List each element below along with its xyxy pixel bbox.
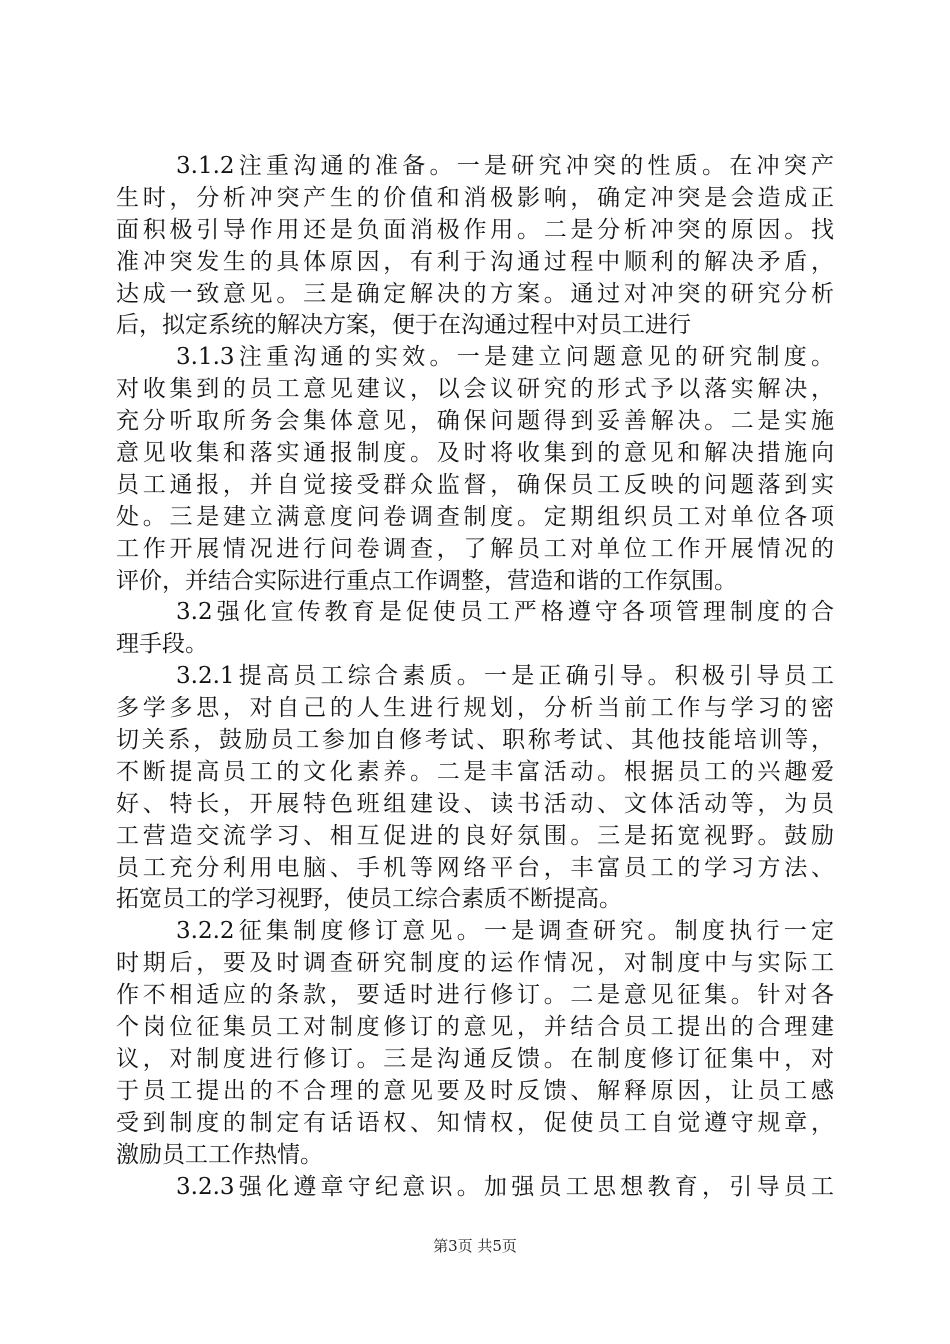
text-line: 员工充分利用电脑、手机等网络平台，丰富员工的学习方法、 xyxy=(116,854,834,881)
text-line: 充分听取所务会集体意见，确保问题得到妥善解决。二是实施 xyxy=(116,408,834,435)
text-line: 员工通报，并自觉接受群众监督，确保员工反映的问题落到实 xyxy=(116,471,834,498)
text-line: 面积极引导作用还是负面消极作用。二是分析冲突的原因。找 xyxy=(116,216,834,243)
paragraph-3-2 xyxy=(116,597,834,661)
text-line: 3.2强化宣传教育是促使员工严格遵守各项管理制度的合 xyxy=(176,599,834,626)
text-line: 激励员工工作热情。 xyxy=(116,1141,323,1168)
text-line: 多学多思，对自己的人生进行规划，分析当前工作与学习的密 xyxy=(116,695,834,722)
text-line: 理手段。 xyxy=(116,631,208,658)
text-line: 3.2.2征集制度修订意见。一是调查研究。制度执行一定 xyxy=(176,918,834,945)
text-line: 好、特长，开展特色班组建设、读书活动、文体活动等，为员 xyxy=(116,790,834,817)
text-line: 达成一致意见。三是确定解决的方案。通过对冲突的研究分析 xyxy=(116,280,834,307)
text-line: 时期后，要及时调查研究制度的运作情况，对制度中与实际工 xyxy=(116,950,834,977)
text-line: 后，拟定系统的解决方案，便于在沟通过程中对员工进行 xyxy=(116,312,691,339)
text-line: 个岗位征集员工对制度修订的意见，并结合员工提出的合理建 xyxy=(116,1014,834,1041)
text-line: 拓宽员工的学习视野，使员工综合素质不断提高。 xyxy=(116,886,622,913)
document-body xyxy=(116,151,834,1203)
page-number-footer: 第3页 共5页 xyxy=(433,1237,517,1255)
text-line: 议，对制度进行修订。三是沟通反馈。在制度修订征集中，对 xyxy=(116,1045,834,1072)
text-line: 准冲突发生的具体原因，有利于沟通过程中顺利的解决矛盾， xyxy=(116,248,834,275)
text-line: 受到制度的制定有话语权、知情权，促使员工自觉遵守规章， xyxy=(116,1109,834,1136)
paragraph-3-1-2 xyxy=(116,151,834,342)
text-line: 工作开展情况进行问卷调查，了解员工对单位工作开展情况的 xyxy=(116,535,834,562)
paragraph-3-2-3 xyxy=(116,1172,834,1204)
paragraph-3-2-1 xyxy=(116,661,834,916)
text-line: 于员工提出的不合理的意见要及时反馈、解释原因，让员工感 xyxy=(116,1077,834,1104)
text-line: 评价，并结合实际进行重点工作调整，营造和谐的工作氛围。 xyxy=(116,567,737,594)
text-line: 切关系，鼓励员工参加自修考试、职称考试、其他技能培训等， xyxy=(116,727,834,754)
text-line: 3.1.3注重沟通的实效。一是建立问题意见的研究制度。 xyxy=(176,344,834,371)
text-line: 意见收集和落实通报制度。及时将收集到的意见和解决措施向 xyxy=(116,440,834,467)
text-line: 3.2.3强化遵章守纪意识。加强员工思想教育，引导员工 xyxy=(176,1173,834,1200)
text-line: 对收集到的员工意见建议，以会议研究的形式予以落实解决， xyxy=(116,376,834,403)
text-line: 工营造交流学习、相互促进的良好氛围。三是拓宽视野。鼓励 xyxy=(116,822,834,849)
paragraph-3-2-2 xyxy=(116,916,834,1171)
text-line: 3.1.2注重沟通的准备。一是研究冲突的性质。在冲突产 xyxy=(176,153,834,179)
text-line: 处。三是建立满意度问卷调查制度。定期组织员工对单位各项 xyxy=(116,503,834,530)
text-line: 3.2.1提高员工综合素质。一是正确引导。积极引导员工 xyxy=(176,663,834,690)
text-line: 不断提高员工的文化素养。二是丰富活动。根据员工的兴趣爱 xyxy=(116,758,834,785)
text-line: 生时，分析冲突产生的价值和消极影响，确定冲突是会造成正 xyxy=(116,184,834,211)
text-line: 作不相适应的条款，要适时进行修订。二是意见征集。针对各 xyxy=(116,982,834,1009)
paragraph-3-1-3 xyxy=(116,342,834,597)
